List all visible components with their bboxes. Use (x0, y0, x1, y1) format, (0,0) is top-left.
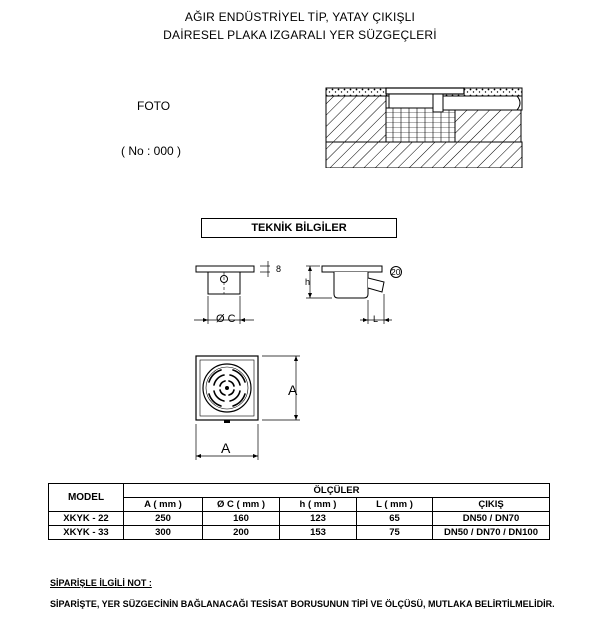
table-cell: DN50 / DN70 (433, 512, 550, 526)
column-header-h: h ( mm ) (280, 498, 357, 512)
model-column-header: MODEL (49, 484, 124, 512)
table-cell: 300 (124, 526, 203, 540)
order-note-title: SİPARİŞLE İLGİLİ NOT : (50, 578, 152, 588)
dimension-20-label: 20 (391, 267, 401, 277)
table-row (49, 526, 550, 540)
dimension-a-bottom-label: A (221, 440, 231, 456)
dimension-diameter-label: Ø C (216, 313, 236, 325)
dimension-thickness-label: 8 (276, 264, 282, 274)
dimensions-group-header: ÖLÇÜLER (124, 484, 550, 498)
table-cell: 153 (280, 526, 357, 540)
table-header-row (49, 484, 550, 498)
model-cell: XKYK - 22 (49, 512, 124, 526)
table-cell: 200 (203, 526, 280, 540)
model-cell: XKYK - 33 (49, 526, 124, 540)
photo-number: ( No : 000 ) (121, 144, 182, 158)
table-row (49, 512, 550, 526)
document-title-line2: DAİRESEL PLAKA IZGARALI YER SÜZGEÇLERİ (163, 28, 437, 42)
dimension-length-label: L (373, 314, 379, 324)
column-header-c: Ø C ( mm ) (203, 498, 280, 512)
table-cell: 160 (203, 512, 280, 526)
order-note-text: SİPARİŞTE, YER SÜZGECİNİN BAĞLANACAĞI TESİSAT BORUSUNUN TİPİ VE ÖLÇÜSÜ, MUTLAKA BELİRTİLMELİDİR. (50, 599, 555, 609)
installation-section-drawing (325, 82, 523, 168)
drain-front-view-drawing (190, 258, 300, 330)
table-cell: DN50 / DN70 / DN100 (433, 526, 550, 540)
column-header-a: A ( mm ) (124, 498, 203, 512)
photo-label: FOTO (137, 99, 171, 113)
technical-info-title: TEKNİK BİLGİLER (201, 218, 397, 238)
table-cell: 65 (357, 512, 433, 526)
table-cell: 123 (280, 512, 357, 526)
drain-plan-view-drawing (184, 350, 314, 462)
dimension-height-label: h (305, 277, 311, 287)
document-title-line1: AĞIR ENDÜSTRİYEL TİP, YATAY ÇIKIŞLI (184, 10, 416, 24)
table-cell: 250 (124, 512, 203, 526)
specification-table (48, 483, 550, 540)
column-header-outlet: ÇIKIŞ (433, 498, 550, 512)
dimension-a-side-label: A (288, 382, 298, 398)
table-subheader-row (49, 498, 550, 512)
column-header-l: L ( mm ) (357, 498, 433, 512)
table-cell: 75 (357, 526, 433, 540)
